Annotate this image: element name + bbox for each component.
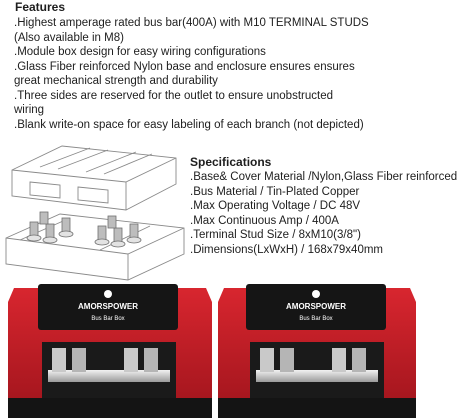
features-heading: Features <box>15 0 66 14</box>
spec-row: .Bus Material / Tin-Plated Copper <box>190 185 360 198</box>
specifications-section <box>190 155 457 258</box>
brand-label-left: AMORSPOWER <box>78 302 138 311</box>
feature-line: (Also available in M8) <box>14 31 124 44</box>
feature-line: .Glass Fiber reinforced Nylon base and enclosure ensures ensures <box>14 60 355 73</box>
bus-bar-box-left <box>8 284 212 418</box>
spec-row: .Terminal Stud Size / 8xM10(3/8") <box>190 229 361 242</box>
spec-row: .Base& Cover Material /Nylon,Glass Fiber reinforced <box>190 171 457 183</box>
brand-label-right: AMORSPOWER <box>286 302 346 311</box>
spec-row: .Dimensions(LxWxH) / 168x79x40mm <box>190 243 384 256</box>
bus-bar-box-right <box>218 284 416 418</box>
feature-line: wiring <box>14 104 45 116</box>
exploded-view-drawing <box>0 140 188 285</box>
feature-line: .Module box design for easy wiring configurations <box>14 46 266 58</box>
specifications-heading: Specifications <box>190 155 272 169</box>
feature-line: .Blank write-on space for easy labeling of each branch (not depicted) <box>14 118 364 131</box>
spec-row: .Max Continuous Amp / 400A <box>190 214 339 227</box>
feature-line: great mechanical strength and durability <box>14 75 218 87</box>
spec-row: .Max Operating Voltage / DC 48V <box>190 200 361 213</box>
product-label-left: Bus Bar Box <box>91 316 125 322</box>
product-label-right: Bus Bar Box <box>299 316 333 322</box>
product-photo <box>0 282 416 420</box>
features-section <box>14 0 414 132</box>
feature-line: .Highest amperage rated bus bar(400A) with M10 TERMINAL STUDS <box>14 17 369 29</box>
feature-line: .Three sides are reserved for the outlet to ensure unobstructed <box>14 89 333 102</box>
